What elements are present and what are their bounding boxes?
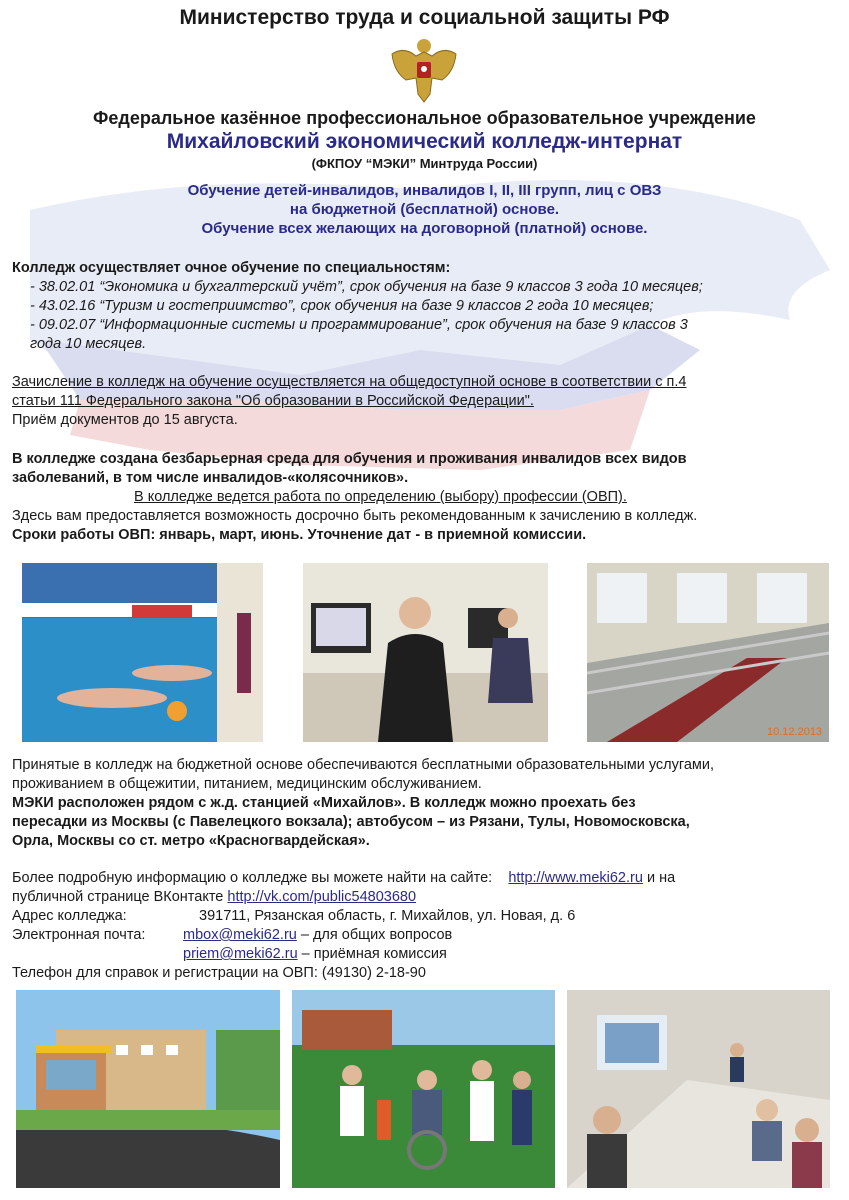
tagline-line-1: Обучение детей-инвалидов, инвалидов I, II, III групп, лиц с ОВЗ: [187, 182, 662, 199]
programs-section: [12, 259, 840, 354]
location-line-2: пересадки из Москвы (с Павелецкого вокзала); автобусом – из Рязани, Тулы, Новомосковска,: [12, 814, 690, 830]
benefits-section: [12, 756, 840, 851]
early-recommendation-line: Здесь вам предоставляется возможность досрочно быть рекомендованным к зачислению в колледж.: [12, 508, 698, 524]
email-label: Электронная почта:: [12, 927, 146, 943]
tagline-line-3: Обучение всех желающих на договорной (платной) основе.: [201, 220, 648, 237]
institution-type: Федеральное казённое профессиональное образовательное учреждение: [93, 108, 756, 128]
environment-line-1: В колледже создана безбарьерная среда для обучения и проживания инвалидов всех видов: [12, 451, 687, 467]
ovp-line: В колледже ведется работа по определению (выбору) профессии (ОВП).: [134, 489, 627, 505]
program-item: - 38.02.01 “Экономика и бухгалтерский учёт”, срок обучения на базе 9 классов 3 года 10 месяцев;: [30, 279, 703, 295]
email-admission-link[interactable]: priem@meki62.ru: [183, 946, 298, 962]
address-value: 391711, Рязанская область, г. Михайлов, ул. Новая, д. 6: [199, 908, 576, 924]
and-on-text: и на: [646, 870, 676, 886]
admission-line-1: Зачисление в колледж на обучение осуществляется на общедоступной основе в соответствии с п.4: [12, 374, 687, 390]
benefits-line-2: проживанием в общежитии, питанием, медицинским обслуживанием.: [12, 776, 482, 792]
contacts-section: [12, 869, 840, 983]
address-line: [12, 907, 840, 926]
admission-deadline: Приём документов до 15 августа.: [12, 412, 238, 428]
vk-link[interactable]: http://vk.com/public54803680: [227, 889, 417, 905]
environment-section: [12, 450, 840, 545]
college-name: Михайловский экономический колледж-интернат: [166, 130, 683, 153]
coat-of-arms-emblem: [384, 32, 464, 104]
photo-swimming-pool: [22, 563, 263, 742]
photo-conference-room: [567, 990, 830, 1188]
program-item: - 09.02.07 “Информационные системы и программирование”, срок обучения на базе 9 классов 3: [30, 317, 688, 333]
photo-ramps-hall: [587, 563, 829, 742]
ministry-title: Министерство труда и социальной защиты РФ: [179, 6, 670, 29]
benefits-line-1: Принятые в колледж на бюджетной основе обеспечиваются бесплатными образовательными услугами,: [12, 757, 715, 773]
program-item: года 10 месяцев.: [30, 336, 147, 352]
email-line-1: [12, 926, 840, 945]
admission-section: [12, 373, 840, 430]
photo-computer-class: [303, 563, 548, 742]
location-line-3: Орла, Москвы со ст. метро «Красногвардейская».: [12, 833, 370, 849]
more-info-prefix: Более подробную информацию о колледже вы можете найти на сайте:: [12, 870, 493, 886]
email-general-link[interactable]: mbox@meki62.ru: [183, 927, 297, 943]
more-info-line: [12, 869, 840, 888]
email-admission-note: – приёмная комиссия: [301, 946, 447, 962]
address-label: Адрес колледжа:: [12, 908, 127, 924]
website-link[interactable]: http://www.meki62.ru: [508, 870, 643, 886]
email-line-2: [12, 945, 840, 964]
tagline-line-2: на бюджетной (бесплатной) основе.: [289, 201, 560, 218]
environment-line-2: заболеваний, в том числе инвалидов-«колясочников».: [12, 470, 409, 486]
college-abbreviation: (ФКПОУ “МЭКИ” Минтруда России): [311, 156, 538, 171]
admission-line-2: статьи 111 Федерального закона "Об образовании в Российской Федерации".: [12, 393, 534, 409]
program-item: - 43.02.16 “Туризм и гостеприимство”, срок обучения на базе 9 классов 2 года 10 месяцев;: [30, 298, 654, 314]
location-line-1: МЭКИ расположен рядом с ж.д. станцией «Михайлов». В колледж можно проехать без: [12, 795, 636, 811]
vk-prefix: публичной странице ВКонтакте: [12, 889, 224, 905]
phone-line: Телефон для справок и регистрации на ОВП: (49130) 2-18-90: [12, 965, 426, 981]
programs-heading: Колледж осуществляет очное обучение по специальностям:: [12, 260, 451, 276]
photo-date-stamp: 10.12.2013: [767, 726, 823, 738]
photo-outdoor-event: [292, 990, 555, 1188]
photo-college-building: [16, 990, 280, 1188]
email-general-note: – для общих вопросов: [300, 927, 453, 943]
vk-line: [12, 888, 840, 907]
ovp-dates-line: Сроки работы ОВП: январь, март, июнь. Уточнение дат - в приемной комиссии.: [12, 527, 587, 543]
